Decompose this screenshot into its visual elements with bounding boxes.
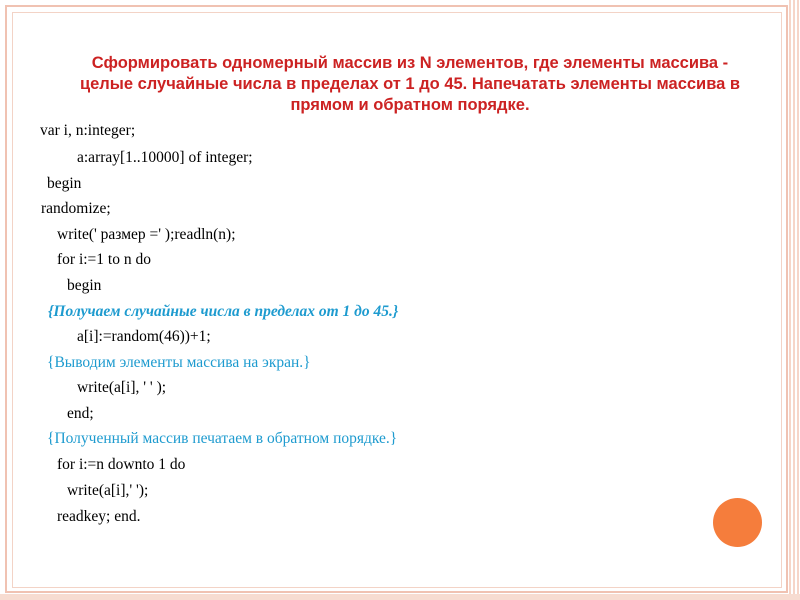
code-comment: {Полученный массив печатаем в обратном порядке.} (47, 430, 398, 447)
code-line: for i:=n downto 1 do (57, 456, 186, 473)
code-line: readkey; end. (57, 508, 141, 525)
code-comment: {Выводим элементы массива на экран.} (47, 354, 311, 371)
decorative-circle (713, 498, 762, 547)
code-line: randomize; (41, 200, 111, 217)
code-line: for i:=1 to n do (57, 251, 151, 268)
code-line: write(a[i],' '); (67, 482, 149, 499)
code-line: end; (67, 405, 94, 422)
code-line: begin (67, 277, 102, 294)
code-line: a[i]:=random(46))+1; (77, 328, 211, 345)
code-line: write(' размер =' );readln(n); (57, 226, 236, 243)
code-line: a:array[1..10000] of integer; (77, 149, 253, 166)
code-line: write(a[i], ' ' ); (77, 379, 167, 396)
code-line: var i, n:integer; (40, 122, 136, 139)
code-comment: {Получаем случайные числа в пределах от 1 до 45.} (48, 303, 399, 320)
slide-title: Сформировать одномерный массив из N элементов, где элементы массива - целые случайные числа в пределах от 1 до 45. Напечатать элементы массива в прямом и обратном порядке. (79, 54, 741, 114)
code-line: begin (47, 175, 82, 192)
